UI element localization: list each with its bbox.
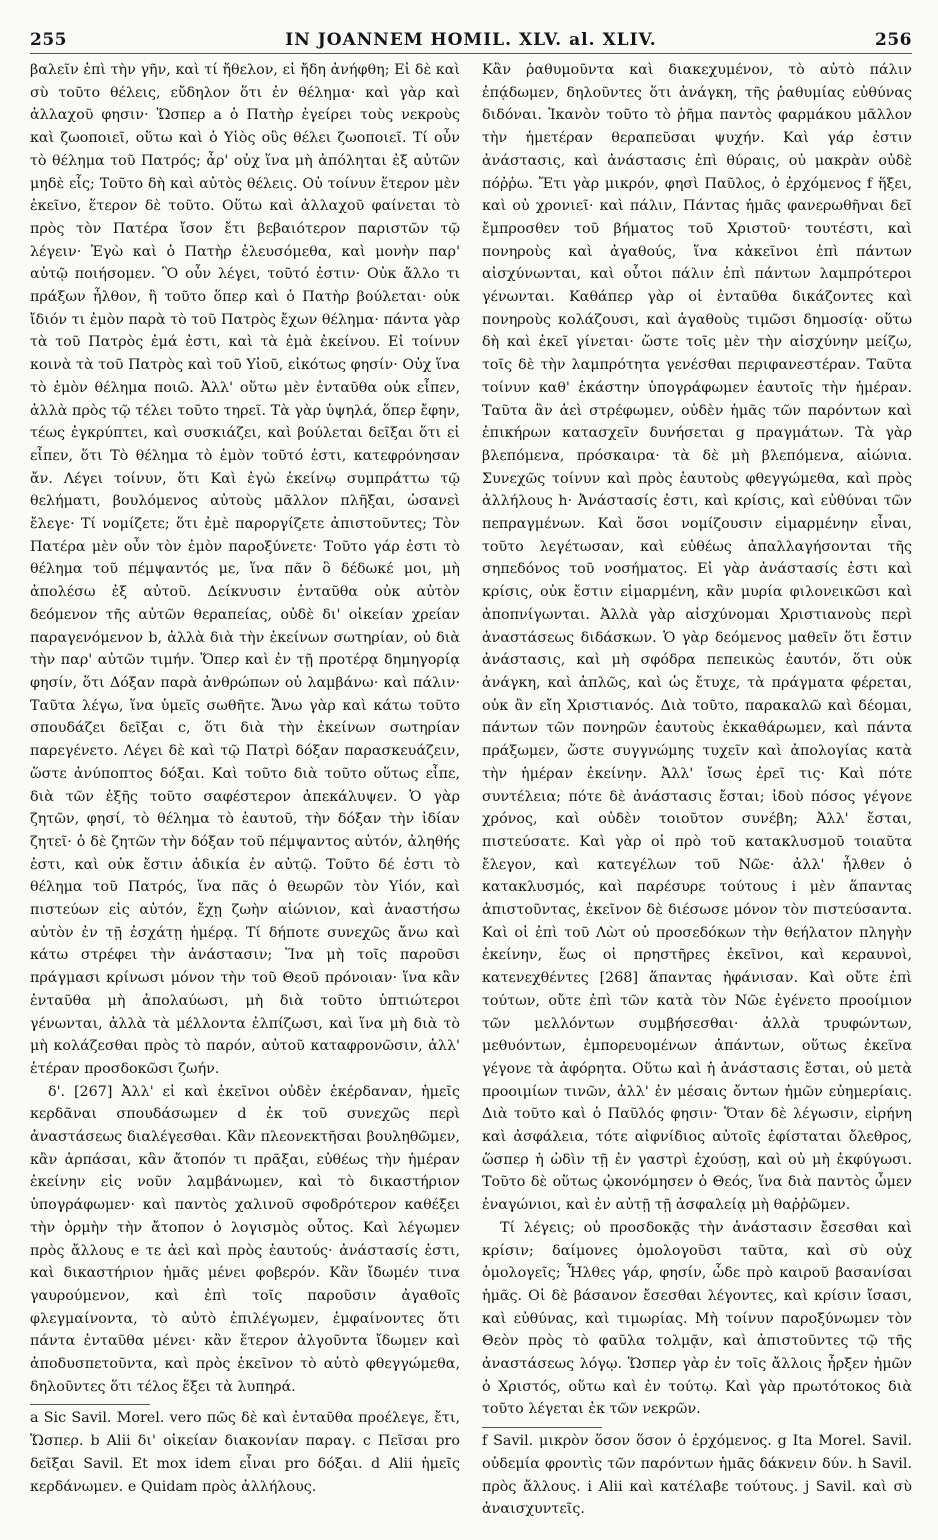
- running-header: [30, 30, 912, 54]
- left-column: [30, 59, 460, 1521]
- right-paragraph-1: Κἂν ῥαθυμοῦντα καὶ διακεχυμένον, τὸ αὐτὸ πάλιν ἐπᾴδωμεν, δηλοῦντες ὅτι ἀνάγκη, τῆς ῥαθυμίας εὐθύνας διδόναι. Ἱκανὸν τοῦτο τὸ ῥῆμα παντὸς φαρμάκου μᾶλλον τὴν ἡμετέραν θεραπεῦσαι ψυχήν. Καὶ γάρ ἐστιν ἀνάστασις, καὶ ἀνάστασις ἐπὶ θύραις, οὐ μακρὰν οὐδὲ πόῤῥω. Ἔτι γὰρ μικρόν, φησὶ Παῦλος, ὁ ἐρχόμενος f ἥξει, καὶ οὐ χρονιεῖ· καὶ πάλιν, Πάντας ἡμᾶς φανερωθῆναι δεῖ ἔμπροσθεν τοῦ βήματος τοῦ Χριστοῦ· τουτέστι, καὶ πονηροὺς καὶ ἀγαθούς, ἵνα κἀκεῖνοι ἐπὶ πάντων αἰσχύνωνται, καὶ οὗτοι πάλιν ἐπὶ πάντων λαμπρότεροι γένωνται. Καθάπερ γὰρ οἱ ἐνταῦθα δικάζοντες καὶ πονηροὺς κολάζουσι, καὶ ἀγαθοὺς τιμῶσι δημοσίᾳ· οὕτω δὴ καὶ ἐκεῖ γίνεται· ὥστε τοῖς μὲν τὴν αἰσχύνην μείζω, τοῖς δὲ τὴν λαμπρότητα γενέσθαι περιφανεστέραν. Ταῦτα τοίνυν καθ' ἑκάστην ὑπογράφωμεν ἑαυτοῖς τὴν ἡμέραν. Ταῦτα ἂν ἀεὶ στρέφωμεν, οὐδὲν ἡμᾶς τῶν παρόντων καὶ ἐπικήρων κατασχεῖν δυνήσεται g πραγμάτων. Τὰ γὰρ βλεπόμενα, πρόσκαιρα· τὰ δὲ μὴ βλεπόμενα, αἰώνια. Συνεχῶς τοίνυν καὶ πρὸς ἑαυτοὺς φθεγγώμεθα, καὶ πρὸς ἀλλήλους h· Ἀνάστασίς ἐστι, καὶ κρίσις, καὶ εὐθύναι τῶν πεπραγμένων. Καὶ ὅσοι νομίζουσιν εἱμαρμένην εἶναι, τοῦτο λεγέτωσαν, καὶ εὐθέως ἀπαλλαγήσονται τῆς σηπεδόνος τοῦ νοσήματος. Εἰ γὰρ ἀνάστασίς ἐστι καὶ κρίσις, οὐκ ἔστιν εἱμαρμένη, κἂν μυρία φιλονεικῶσι καὶ ἀποπνίγωνται. Ἀλλὰ γὰρ αἰσχύνομαι Χριστιανοὺς περὶ ἀναστάσεως διδάσκων. Ὁ γὰρ δεόμενος μαθεῖν ὅτι ἔστιν ἀνάστασις, καὶ μὴ σφόδρα πεπεικὼς ἑαυτόν, ὅτι οὐκ ἀνάγκη, καὶ ἁπλῶς, καὶ ὡς ἔτυχε, τὰ πράγματα φέρεται, οὐκ ἂν εἴη Χριστιανός. Διὰ τοῦτο, παρακαλῶ καὶ δέομαι, πάντων τῶν πονηρῶν ἑαυτοὺς ἐκκαθάρωμεν, καὶ πάντα πράξωμεν, ὥστε συγγνώμης τυχεῖν καὶ ἀπολογίας κατὰ τὴν ἡμέραν ἐκείνην. Ἀλλ' ἴσως ἐρεῖ τις· Καὶ πότε συντέλεια; πότε δὲ ἀνάστασις ἔσται; ἰδοὺ πόσος γέγονε χρόνος, καὶ οὐδὲν τοιοῦτον συνέβη; Ἀλλ' ἔσται, πιστεύσατε. Καὶ γὰρ οἱ πρὸ τοῦ κατακλυσμοῦ τοιαῦτα ἔλεγον, καὶ κατεγέλων τοῦ Νῶε· ἀλλ' ἦλθεν ὁ κατακλυσμός, καὶ παρέσυρε τούτους i μὲν ἅπαντας ἀπιστοῦντας, ἐκεῖνον δὲ διέσωσε μόνον τὸν πιστεύσαντα. Καὶ οἱ ἐπὶ τοῦ Λὼτ οὐ προσεδόκων τὴν θεήλατον πληγὴν ἐκείνην, ἕως οἱ πρηστῆρες ἐκεῖνοι, καὶ κεραυνοὶ, κατενεχθέντες [268] ἅπαντας ἠφάνισαν. Καὶ οὔτε ἐπὶ τούτων, οὔτε ἐπὶ τῶν κατὰ τὸν Νῶε ἐγένετο προοίμιον τῶν μελλόντων συμβήσεσθαι· ἀλλὰ τρυφώντων, μεθυόντων, ἐμπορευομένων ἁπάντων, οὕτως ἐκεῖνα γέγονε τὰ ἀφόρητα. Οὕτω καὶ ἡ ἀνάστασις ἔσται, οὐ μετὰ προοιμίων τινῶν, ἀλλ' ἐν μέσαις ὄντων ἡμῶν εὐημερίαις. Διὰ τοῦτο καὶ ὁ Παῦλός φησιν· Ὅταν δὲ λέγωσιν, εἰρήνη καὶ ἀσφάλεια, τότε αἰφνίδιος αὐτοῖς ἐφίσταται ὄλεθρος, ὥσπερ ἡ ὠδὶν τῇ ἐν γαστρὶ ἐχούσῃ, καὶ οὐ μὴ ἐκφύγωσι. Τοῦτο δὲ οὕτως ᾠκονόμησεν ὁ Θεός, ἵνα διὰ παντὸς ὦμεν ἐναγώνιοι, καὶ ἐν αὐτῇ τῇ ἀσφαλείᾳ μὴ θαῤῥῶμεν.: [482, 62, 912, 1214]
- left-page-number: 255: [30, 30, 67, 50]
- left-paragraph-1: βαλεῖν ἐπὶ τὴν γῆν, καὶ τί ἤθελον, εἰ ἤδη ἀνήφθη; Εἰ δὲ καὶ σὺ τοῦτο θέλεις, εὔδηλον ὅτι ἐν θέλημα· καὶ γὰρ καὶ ἀλλαχοῦ φησιν· Ὥσπερ a ὁ Πατὴρ ἐγείρει τοὺς νεκροὺς καὶ ζωοποιεῖ, οὕτω καὶ ὁ Υἱὸς οὓς θέλει ζωοποιεῖ. Τί οὖν τὸ θέλημα τοῦ Πατρός; ἆρ' οὐχ ἵνα μὴ ἀπόληται ἐξ αὐτῶν μηδὲ εἷς; Τοῦτο δὴ καὶ αὐτὸς θέλεις. Οὐ τοίνυν ἕτερον μὲν ἐκεῖνο, ἕτερον δὲ τοῦτο. Οὕτω καὶ ἀλλαχοῦ φαίνεται τὸ πρὸς τὸν Πατέρα ἴσον ἔτι βεβαιότερον παριστῶν τῷ λέγειν· Ἐγὼ καὶ ὁ Πατὴρ ἐλευσόμεθα, καὶ μονὴν παρ' αὐτῷ ποιήσομεν. Ὃ οὖν λέγει, τοῦτό ἐστιν· Οὐκ ἄλλο τι πράξων ἦλθον, ἢ τοῦτο ὅπερ καὶ ὁ Πατὴρ βούλεται· οὐκ ἴδιόν τι ἐμὸν παρὰ τὸ τοῦ Πατρὸς ἔχων θέλημα· πάντα γὰρ τὰ τοῦ Πατρὸς ἐμά ἐστι, καὶ τὰ ἐμὰ ἐκείνου. Εἰ τοίνυν κοινὰ τὰ τοῦ Πατρὸς καὶ τοῦ Υἱοῦ, εἰκότως φησίν· Οὐχ ἵνα τὸ ἐμὸν θέλημα ποιῶ. Ἀλλ' οὕτω μὲν ἐνταῦθα οὐκ εἶπεν, ἀλλὰ πρὸς τῷ τέλει τοῦτο τηρεῖ. Τὰ γὰρ ὑψηλά, ὅπερ ἔφην, τέως ἐγκρύπτει, καὶ συσκιάζει, καὶ βούλεται δεῖξαι ὅτι εἰ εἶπεν, ὅτι Τὸ θέλημα τὸ ἐμὸν τοῦτό ἐστι, κατεφρόνησαν ἄν. Λέγει τοίνυν, ὅτι Καὶ ἐγὼ ἐκείνῳ συμπράττω τῷ θελήματι, βουλόμενος αὐτοὺς μᾶλλον πλῆξαι, ὡσανεὶ ἔλεγε· Τί νομίζετε; ὅτι ἐμὲ παροργίζετε ἀπιστοῦντες; Τὸν Πατέρα μὲν οὖν τὸν ἐμὸν παροξύνετε· Τοῦτο γάρ ἐστι τὸ θέλημα τοῦ πέμψαντός με, ἵνα πᾶν ὃ δέδωκέ μοι, μὴ ἀπολέσω ἐξ αὐτοῦ. Δείκνυσιν ἐνταῦθα οὐκ αὐτὸν δεόμενον τῆς αὐτῶν θεραπείας, οὐδὲ δι' οἰκείαν χρείαν παραγενόμενον b, ἀλλὰ διὰ τὴν ἐκείνων σωτηρίαν, οὐ διὰ τὴν παρ' αὐτῶν τιμήν. Ὅπερ καὶ ἐν τῇ προτέρᾳ δημηγορίᾳ φησίν, ὅτι Δόξαν παρὰ ἀνθρώπων οὐ λαμβάνω· καὶ πάλιν· Ταῦτα λέγω, ἵνα ὑμεῖς σωθῆτε. Ἄνω γὰρ καὶ κάτω τοῦτο σπουδάζει δεῖξαι c, ὅτι διὰ τὴν ἐκείνων σωτηρίαν παρεγένετο. Λέγει δὲ καὶ τῷ Πατρὶ δόξαν παρασκευάζειν, ὥστε ἀνύποπτος δόξαι. Καὶ τοῦτο διὰ τοῦτο οὕτως εἶπε, διὰ τῶν ἑξῆς τοῦτο σαφέστερον ἀπεκάλυψεν. Ὁ γὰρ ζητῶν, φησί, τὸ θέλημα τὸ ἑαυτοῦ, τὴν δόξαν τὴν ἰδίαν ζητεῖ· ὁ δὲ ζητῶν τὴν δόξαν τοῦ πέμψαντος αὐτόν, ἀληθής ἐστι, καὶ οὐκ ἔστιν ἀδικία ἐν αὐτῷ. Τοῦτο δέ ἐστι τὸ θέλημα τοῦ Πατρός, ἵνα πᾶς ὁ θεωρῶν τὸν Υἱόν, καὶ πιστεύων εἰς αὐτόν, ἔχῃ ζωὴν αἰώνιον, καὶ ἀναστήσω αὐτὸν ἐν τῇ ἐσχάτῃ ἡμέρᾳ. Τί δήποτε συνεχῶς ἄνω καὶ κάτω στρέφει τὴν ἀνάστασιν; Ἵνα μὴ τοῖς παροῦσι πράγμασι κρίνωσι μόνον τὴν τοῦ Θεοῦ πρόνοιαν· ἵνα κἂν ἐνταῦθα μὴ ἀπολαύωσι, μὴ διὰ τοῦτο ὑπτιώτεροι γένωνται, ἀλλὰ τὰ μέλλοντα ἐλπίζωσι, καὶ ἵνα μὴ διὰ τὸ μὴ κολάζεσθαι πρὸς τὸ παρόν, αὐτοῦ καταφρονῶσιν, ἀλλ' ἑτέραν προσδοκῶσι ζωήν.: [30, 62, 460, 1077]
- right-footnotes: f Savil. μικρὸν ὅσον ὅσον ὁ ἐρχόμενος. g Ita Morel. Savil. οὐδεμία φροντὶς τῶν παρόντων ἡμᾶς δάκνειν δύν. h Savil. πρὸς ἄλλους. i Alii καὶ κατέλαβε τούτους. j Savil. καὶ σὺ ἀναισχυντεῖς.: [482, 1433, 912, 1518]
- text-columns: [30, 59, 912, 1521]
- left-footnotes: a Sic Savil. Morel. vero πῶς δὲ καὶ ἐνταῦθα προέλεγε, ἔτι, Ὥσπερ. b Alii δι' οἰκείαν διακονίαν παραγ. c Πεῖσαι pro δεῖξαι Savil. Et mox idem εἶναι pro δόξαι. d Alii ἡμεῖς κερδάνωμεν. e Quidam πρὸς ἀλλήλους.: [30, 1410, 460, 1495]
- right-page-number: 256: [874, 30, 912, 50]
- footnote-rule: [30, 1404, 150, 1405]
- right-paragraph-2: Τί λέγεις; οὐ προσδοκᾷς τὴν ἀνάστασιν ἔσεσθαι καὶ κρίσιν; δαίμονες ὁμολογοῦσι ταῦτα, καὶ σὺ οὐχ ὁμολογεῖς; Ἦλθες γάρ, φησίν, ὧδε πρὸ καιροῦ βασανίσαι ἡμᾶς. Οἱ δὲ βάσανον ἔσεσθαι λέγοντες, καὶ κρίσιν ἴσασι, καὶ εὐθύνας, καὶ τιμωρίας. Μὴ τοίνυν παροξύνωμεν τὸν Θεὸν πρὸς τὸ φαῦλα τολμᾷν, καὶ ἀπιστοῦντες τῷ τῆς ἀναστάσεως λόγῳ. Ὥσπερ γὰρ ἐν τοῖς ἄλλοις ἦρξεν ἡμῶν ὁ Χριστός, οὕτω καὶ ἐν τούτῳ. Καὶ γὰρ πρωτότοκος διὰ τοῦτο λέγεται ἐκ τῶν νεκρῶν.: [482, 1219, 912, 1418]
- left-paragraph-2: δ'. [267] Ἀλλ' εἰ καὶ ἐκεῖνοι οὐδὲν ἐκέρδαναν, ἡμεῖς κερδᾶναι σπουδάσωμεν d ἐκ τοῦ συνεχῶς περὶ ἀναστάσεως διαλέγεσθαι. Κἂν πλεονεκτῆσαι βουληθῶμεν, κἂν ἁρπάσαι, κἂν ἄτοπόν τι πρᾶξαι, εὐθέως τὴν ἡμέραν ἐκείνην εἰς νοῦν λαμβάνωμεν, καὶ τὸ δικαστήριον ὑπογράφωμεν· καὶ παντὸς χαλινοῦ σφοδρότερον καθέξει τὴν ὁρμὴν τὴν ἄτοπον ὁ λογισμὸς οὗτος. Καὶ λέγωμεν πρὸς ἄλλους e τε ἀεὶ καὶ πρὸς ἑαυτούς· ἀνάστασίς ἐστι, καὶ δικαστήριον ἡμᾶς μένει φοβερόν. Κἂν ἴδωμέν τινα γαυρούμενον, καὶ ἐπὶ τοῖς παροῦσιν ἀγαθοῖς φλεγμαίνοντα, τὸ αὐτὸ ἐπιλέγωμεν, ἐμφαίνοντες ὅτι πάντα ἐνταῦθα μένει· κἂν ἕτερον ἀλγοῦντα ἴδωμεν καὶ ἀποδυσπετοῦντα, καὶ πρὸς ἐκεῖνον τὸ αὐτὸ φθεγγώμεθα, δηλοῦντες ὅτι τέλος ἕξει τὰ λυπηρά.: [30, 1083, 460, 1395]
- running-title: IN JOANNEM HOMIL. XLV. al. XLIV.: [285, 30, 657, 50]
- footnote-rule: [482, 1427, 602, 1428]
- right-column: [482, 59, 912, 1521]
